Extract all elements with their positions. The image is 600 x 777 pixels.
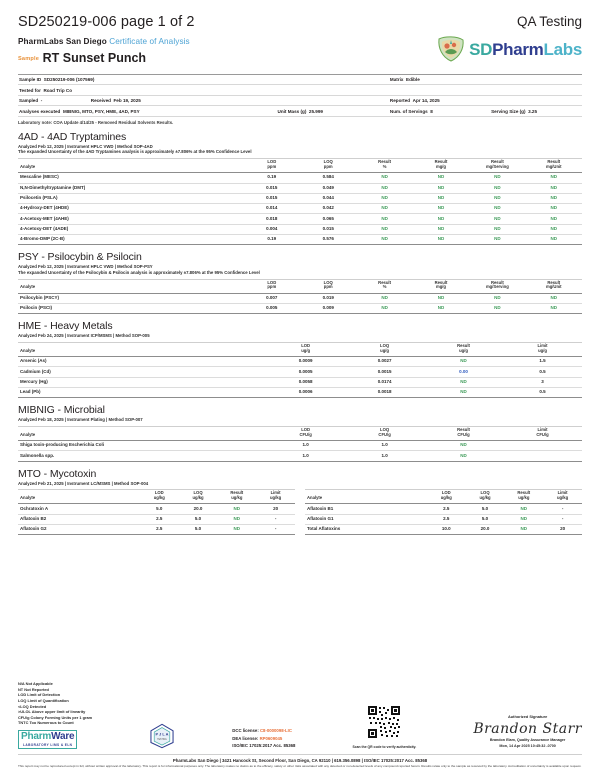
result-cell: 10.0 xyxy=(427,525,466,535)
result-cell: ND xyxy=(504,525,543,535)
unit-mass-label: Unit Mass (g) xyxy=(277,108,307,114)
page-topbar xyxy=(18,14,582,30)
logo-sd: SD xyxy=(469,40,493,59)
column-header: LOD ug/g xyxy=(266,342,345,356)
result-cell: 0.0006 xyxy=(266,387,345,397)
received-label: Received xyxy=(90,98,111,104)
coa-label: Certificate of Analysis xyxy=(109,37,190,46)
results-table xyxy=(18,158,582,245)
result-cell: 0.5 xyxy=(503,367,582,377)
serving-size-label: Serving Size (g) xyxy=(491,108,526,114)
sample-tag: Sample xyxy=(18,56,40,62)
table-row xyxy=(305,525,582,535)
column-header: LOD ppm xyxy=(244,159,300,173)
result-cell: 3 xyxy=(503,377,582,387)
analyses-label: Analyses executed xyxy=(19,108,61,114)
result-cell: 0.004 xyxy=(244,224,300,234)
table-row xyxy=(18,293,582,303)
signature-meta-line1: Brandon Elam, Quality Assurance Manager xyxy=(489,738,566,743)
result-cell: ND xyxy=(413,173,469,183)
column-header: Limit ug/kg xyxy=(256,490,295,504)
signature-name: Brandon Starr xyxy=(473,721,582,738)
results-table xyxy=(18,342,582,398)
table-row xyxy=(18,357,582,367)
footer-main xyxy=(18,681,582,749)
result-cell xyxy=(503,441,582,451)
analyte-name: 4-Acetoxy-MET (4AHE) xyxy=(18,214,244,224)
table-row xyxy=(18,214,582,224)
analyte-name: Aflatoxin B1 xyxy=(305,504,427,514)
meta-row-dates xyxy=(18,96,582,106)
analyte-name: 4-Acetoxy-DET (4ADE) xyxy=(18,224,244,234)
column-header: LOD ug/kg xyxy=(140,490,179,504)
analyte-name: Aflatoxin G2 xyxy=(18,525,140,535)
analyte-name: Mescaline (MESC) xyxy=(18,173,244,183)
result-cell: ND xyxy=(413,214,469,224)
license-number: RP0609045 xyxy=(259,735,283,741)
result-cell: ND xyxy=(356,183,412,193)
analyte-name: Arsenic (As) xyxy=(18,357,266,367)
legend-item: N/A Not Applicable xyxy=(18,680,53,686)
logo-pharm: Pharm xyxy=(492,40,544,59)
result-cell: ND xyxy=(356,204,412,214)
section-title: PSY - Psilocybin & Psilocin xyxy=(18,251,142,264)
result-cell: ND xyxy=(526,304,582,314)
result-cell: ND xyxy=(469,224,525,234)
matrix-value: Edible xyxy=(406,77,420,83)
result-cell: 1.0 xyxy=(266,441,345,451)
brand-row xyxy=(18,36,582,65)
result-cell: ND xyxy=(413,293,469,303)
column-header: Result mg/Unit xyxy=(526,279,582,293)
reported-value: Apr 14, 2025 xyxy=(412,98,440,104)
section-hme xyxy=(18,320,582,398)
qr-caption: Scan the QR code to verify authenticity. xyxy=(352,745,417,750)
section-title: MIBNIG - Microbial xyxy=(18,404,105,417)
analyte-name: Psilocin (PSCI) xyxy=(18,304,244,314)
logo-wordmark xyxy=(469,41,582,58)
result-cell: ND xyxy=(526,214,582,224)
result-cell: 0.19 xyxy=(244,173,300,183)
result-cell: 1.0 xyxy=(266,451,345,461)
sample-id-value: SD250219-006 (107569) xyxy=(43,77,95,83)
license-line: DEA license: RP0609045 xyxy=(232,735,283,741)
section-subtitle: Analyzed Feb 21, 2025 | Instrument LC/MSMS | Method SOP-004 xyxy=(18,480,149,486)
section-4ad xyxy=(18,131,582,246)
meta-row-sample-id xyxy=(18,74,582,85)
signature-title: Authorized Signature xyxy=(507,714,548,720)
result-cell: 0.019 xyxy=(300,293,356,303)
iso-badge-block xyxy=(149,723,175,749)
tested-for-label: Tested for xyxy=(19,87,41,93)
analyses-value: MIBNIG, MTO, PSY, HME, 4AD, PSY xyxy=(62,108,140,114)
column-header: Analyte xyxy=(18,279,244,293)
table-row xyxy=(18,235,582,245)
license-line: DCC license: C8-0000098-LIC xyxy=(232,728,292,734)
section-subtitle: Analyzed Feb 24, 2025 | Instrument ICP/MSMS | Method SOP-005 xyxy=(18,333,150,339)
result-cell: ND xyxy=(469,304,525,314)
result-cell: ND xyxy=(469,173,525,183)
result-cell: ND xyxy=(469,293,525,303)
result-cell: 0.0015 xyxy=(345,367,424,377)
license-line: ISO/IEC 17025:2017 Acc. 85368 xyxy=(232,742,296,748)
result-cell: 0.044 xyxy=(300,193,356,203)
result-cell: 5.0 xyxy=(140,504,179,514)
brand-left xyxy=(18,36,190,65)
result-cell: 0.015 xyxy=(244,193,300,203)
sample-row xyxy=(18,51,190,65)
qr-block xyxy=(352,705,416,750)
result-cell: 1.5 xyxy=(503,357,582,367)
column-header: Result % xyxy=(356,279,412,293)
result-cell: 2.5 xyxy=(427,504,466,514)
tested-for-value: Road Trip Co xyxy=(43,87,73,93)
result-cell: ND xyxy=(424,357,503,367)
reported-label: Reported xyxy=(389,98,411,104)
result-cell: 0.018 xyxy=(244,214,300,224)
result-cell: ND xyxy=(413,204,469,214)
result-cell: 5.0 xyxy=(179,514,218,524)
received-value: Feb 19, 2025 xyxy=(113,98,141,104)
license-block xyxy=(232,727,295,749)
lab-name: PharmLabs San Diego xyxy=(18,37,107,46)
matrix-label: Matrix xyxy=(389,77,404,83)
legend-item: >ULOL Above upper limit of linearity xyxy=(18,709,86,715)
table-row xyxy=(18,525,295,535)
column-header: LOQ ug/kg xyxy=(179,490,218,504)
result-cell: ND xyxy=(526,235,582,245)
section-title: HME - Heavy Metals xyxy=(18,320,113,333)
column-header: Result % xyxy=(356,159,412,173)
result-cell: 0.19 xyxy=(244,235,300,245)
table-row xyxy=(305,504,582,514)
analyte-name: Shiga toxin-producing Escherichia Coli xyxy=(18,441,266,451)
column-header: Result mg/Serving xyxy=(469,279,525,293)
analyte-name: Ochratoxin A xyxy=(18,504,140,514)
table-row xyxy=(18,441,582,451)
result-cell: ND xyxy=(217,504,256,514)
result-cell: 0.042 xyxy=(300,204,356,214)
section-title: MTO - Mycotoxin xyxy=(18,467,97,480)
analyte-name: Aflatoxin B2 xyxy=(18,514,140,524)
result-cell: 2.5 xyxy=(427,514,466,524)
laboratory-note: Laboratory note: COA Update 4/14/25 - Removed Residual Solvents Results. xyxy=(18,119,174,125)
mycotoxin-table-left xyxy=(18,489,295,535)
pharmware-ware: Ware xyxy=(51,731,75,743)
result-cell: ND xyxy=(469,183,525,193)
result-cell: - xyxy=(256,525,295,535)
result-cell: 20.0 xyxy=(179,504,218,514)
analyte-name: Aflatoxin G1 xyxy=(305,514,427,524)
result-cell: ND xyxy=(413,304,469,314)
result-cell: - xyxy=(256,514,295,524)
analyte-name: Cadmium (Cd) xyxy=(18,367,266,377)
column-header: LOQ ppm xyxy=(300,159,356,173)
analyte-name: N,N-Dimethyltryptamine (DMT) xyxy=(18,183,244,193)
result-cell: - xyxy=(543,514,582,524)
column-header: Result mg/g xyxy=(413,279,469,293)
column-header: Limit CFU/g xyxy=(503,426,582,440)
table-row xyxy=(18,387,582,397)
result-cell: ND xyxy=(356,173,412,183)
document-id: SD250219-006 page 1 of 2 xyxy=(18,14,195,30)
result-cell: ND xyxy=(424,377,503,387)
result-cell: ND xyxy=(413,235,469,245)
company-address: PharmLabs San Diego | 3421 Hancock St, Second Floor, San Diego, CA 92110 | 619.356.0898 | ISO/IEC 17025:2017 Acc. 85368 xyxy=(18,754,582,763)
sample-name: RT Sunset Punch xyxy=(42,51,147,65)
result-cell: ND xyxy=(469,214,525,224)
serving-size-value: 3.25 xyxy=(528,108,538,114)
table-row xyxy=(305,514,582,524)
result-cell: 0.0009 xyxy=(266,357,345,367)
result-cell: 0.0027 xyxy=(345,357,424,367)
result-cell: 0.00 xyxy=(424,367,503,377)
result-cell: ND xyxy=(217,514,256,524)
table-row xyxy=(18,367,582,377)
section-subtitle: Analyzed Feb 12, 2025 | Instrument HPLC VWD | Method SOP-4AD xyxy=(18,143,153,149)
lab-line xyxy=(18,37,190,46)
result-cell: 0.014 xyxy=(244,204,300,214)
column-header: LOQ ug/kg xyxy=(466,490,505,504)
result-cell: 0.005 xyxy=(244,304,300,314)
pharmware-subtitle: LABORATORY LIMS & ELN xyxy=(23,743,73,748)
result-cell xyxy=(503,451,582,461)
table-header-row xyxy=(18,490,295,504)
result-cell: ND xyxy=(356,193,412,203)
column-header: Analyte xyxy=(18,342,266,356)
column-header: LOQ ug/g xyxy=(345,342,424,356)
result-cell: ND xyxy=(356,214,412,224)
section-uncertainty: The expanded Uncertainty of the Psilocybin & Psilocin analysis is approximately ±7.806% at the 95% Confidence Level xyxy=(18,269,260,275)
legend-item: TNTC Too Numerous to Count xyxy=(18,720,74,726)
analyte-name: Psilocetin (PSLA) xyxy=(18,193,244,203)
sampled-value: - xyxy=(40,98,43,104)
result-cell: 0.007 xyxy=(244,293,300,303)
result-cell: ND xyxy=(356,224,412,234)
result-cell: 0.065 xyxy=(300,214,356,224)
mycotoxin-columns xyxy=(18,486,582,535)
table-row xyxy=(18,451,582,461)
column-header: Result mg/Unit xyxy=(526,159,582,173)
section-uncertainty: The expanded Uncertainty of the 4AD Tryptamines analysis is approximately ±7.806% at the 95% Confidence Level xyxy=(18,149,252,155)
result-cell: ND xyxy=(356,293,412,303)
column-header: Result ug/kg xyxy=(504,490,543,504)
result-cell: 0.015 xyxy=(300,224,356,234)
column-header: LOQ CFU/g xyxy=(345,426,424,440)
column-header: Analyte xyxy=(18,159,244,173)
iso-accreditation-badge-icon xyxy=(149,723,175,749)
result-cell: ND xyxy=(526,173,582,183)
result-cell: 1.0 xyxy=(345,441,424,451)
result-cell: ND xyxy=(526,183,582,193)
table-header-row xyxy=(18,426,582,440)
result-cell: 0.0018 xyxy=(345,387,424,397)
num-servings-value: 8 xyxy=(430,108,433,114)
result-cell: ND xyxy=(217,525,256,535)
column-header: LOD CFU/g xyxy=(266,426,345,440)
table-header-row xyxy=(18,159,582,173)
result-cell: ND xyxy=(424,451,503,461)
result-cell: 0.015 xyxy=(244,183,300,193)
analysis-sections xyxy=(18,131,582,462)
column-header: Result mg/g xyxy=(413,159,469,173)
result-cell: 5.0 xyxy=(179,525,218,535)
leaf-shield-logo-icon xyxy=(435,36,467,63)
result-cell: 2.5 xyxy=(140,525,179,535)
legend-item: NT Not Reported xyxy=(18,686,49,692)
section-psy xyxy=(18,251,582,314)
result-cell: ND xyxy=(413,224,469,234)
unit-mass-value: 25.999 xyxy=(308,108,323,114)
result-cell: 20 xyxy=(543,525,582,535)
result-cell: ND xyxy=(413,193,469,203)
result-cell: ND xyxy=(526,224,582,234)
analyte-name: Psilocybin (PSCY) xyxy=(18,293,244,303)
result-cell: 0.576 xyxy=(300,235,356,245)
footer-legend-block xyxy=(18,681,92,749)
column-header: Analyte xyxy=(18,490,140,504)
abbreviation-legend xyxy=(18,681,92,726)
section-mibnig xyxy=(18,404,582,461)
column-header: Result ug/g xyxy=(424,342,503,356)
table-header-row xyxy=(18,342,582,356)
result-cell: ND xyxy=(526,193,582,203)
column-header: Analyte xyxy=(18,426,266,440)
result-cell: 5.0 xyxy=(466,514,505,524)
column-header: LOD ppm xyxy=(244,279,300,293)
result-cell: 0.049 xyxy=(300,183,356,193)
table-row xyxy=(18,193,582,203)
column-header: LOD ug/kg xyxy=(427,490,466,504)
table-row xyxy=(18,204,582,214)
section-title: 4AD - 4AD Tryptamines xyxy=(18,130,127,143)
mycotoxin-table-right xyxy=(305,489,582,535)
legal-disclaimer: This report may not be reproduced except in full, without written approval of the laboratory. This report is for informational purposes only. The laboratory makes no claims as to the efficacy, safety or other risks associated with any detected or non-detected levels of any compound reported herein. Results relate only to the sample as received by the laboratory. Accreditation of uncertainty is available upon request. xyxy=(18,764,582,769)
column-header: Limit ug/kg xyxy=(543,490,582,504)
table-header-row xyxy=(18,279,582,293)
results-table xyxy=(18,279,582,315)
analyte-name: 4-Bromo-DMP (2C-B) xyxy=(18,235,244,245)
column-header: Result ug/kg xyxy=(217,490,256,504)
table-row xyxy=(18,183,582,193)
license-number: C8-0000098-LIC xyxy=(259,728,292,734)
result-cell: ND xyxy=(469,193,525,203)
analyte-name: Total Aflatoxins xyxy=(305,525,427,535)
result-cell: ND xyxy=(469,204,525,214)
result-cell: - xyxy=(543,504,582,514)
page-footer xyxy=(18,681,582,769)
table-row xyxy=(18,377,582,387)
column-header: LOQ ppm xyxy=(300,279,356,293)
result-cell: 1.0 xyxy=(345,451,424,461)
result-cell: 0.5 xyxy=(503,387,582,397)
column-header: Limit ug/g xyxy=(503,342,582,356)
analyte-name: 4-Hydroxy-DET (4HDE) xyxy=(18,204,244,214)
logo-labs: Labs xyxy=(543,40,582,59)
result-cell: 0.584 xyxy=(300,173,356,183)
legend-item: <LOQ Detected xyxy=(18,703,47,709)
num-servings-label: Num. of Servings xyxy=(389,108,428,114)
pharmware-pharm: Pharm xyxy=(21,731,52,743)
result-cell: ND xyxy=(504,514,543,524)
result-cell: 20 xyxy=(256,504,295,514)
result-cell: 0.0058 xyxy=(266,377,345,387)
table-header-row xyxy=(305,490,582,504)
result-cell: ND xyxy=(469,235,525,245)
signature-meta-line2: Mon, 14 Apr 2025 10:45:32 -0700 xyxy=(499,743,556,748)
section-subtitle: Analyzed Feb 12, 2025 | Instrument HPLC VWD | Method SOP-PSY xyxy=(18,264,153,270)
result-cell: ND xyxy=(526,204,582,214)
analyte-name: Lead (Pb) xyxy=(18,387,266,397)
section-subtitle: Analyzed Feb 18, 2025 | Instrument Plating | Method SOP-007 xyxy=(18,417,143,423)
column-header: Result CFU/g xyxy=(424,426,503,440)
table-row xyxy=(18,514,295,524)
section-mycotoxin xyxy=(18,468,582,536)
sample-id-label: Sample ID xyxy=(19,77,42,83)
result-cell: 0.0005 xyxy=(266,367,345,377)
result-cell: ND xyxy=(504,504,543,514)
sample-meta-block xyxy=(18,74,582,117)
result-cell: 0.009 xyxy=(300,304,356,314)
qr-code-icon[interactable] xyxy=(367,705,401,739)
results-table xyxy=(18,426,582,462)
result-cell: ND xyxy=(424,441,503,451)
result-cell: 20.0 xyxy=(466,525,505,535)
legend-item: LOQ Limit of Quantification xyxy=(18,697,69,703)
column-header: Result mg/Serving xyxy=(469,159,525,173)
sampled-label: Sampled xyxy=(19,98,39,104)
meta-row-tested-for xyxy=(18,85,582,95)
legend-item: LOD Limit of Detection xyxy=(18,692,61,698)
sdpharmlabs-logo xyxy=(435,36,582,63)
table-row xyxy=(18,173,582,183)
qa-testing-label: QA Testing xyxy=(516,14,582,29)
svg-text:P J L A: P J L A xyxy=(155,731,169,737)
results-table xyxy=(18,489,295,535)
result-cell: ND xyxy=(424,387,503,397)
result-cell: 2.5 xyxy=(140,514,179,524)
analyte-name: Mercury (Hg) xyxy=(18,377,266,387)
result-cell: ND xyxy=(413,183,469,193)
result-cell: 5.0 xyxy=(466,504,505,514)
analyte-name: Salmonella spp. xyxy=(18,451,266,461)
svg-text:TESTING: TESTING xyxy=(157,739,167,742)
result-cell: ND xyxy=(356,304,412,314)
signature-block xyxy=(473,714,582,749)
pharmware-logo xyxy=(18,730,92,749)
result-cell: ND xyxy=(356,235,412,245)
result-cell: 0.0174 xyxy=(345,377,424,387)
table-row xyxy=(18,504,295,514)
results-table xyxy=(305,489,582,535)
table-row xyxy=(18,224,582,234)
meta-row-analyses xyxy=(18,106,582,116)
column-header: Analyte xyxy=(305,490,427,504)
table-row xyxy=(18,304,582,314)
result-cell: ND xyxy=(526,293,582,303)
legend-item: CFU/g Colony Forming Units per 1 gram xyxy=(18,714,93,720)
